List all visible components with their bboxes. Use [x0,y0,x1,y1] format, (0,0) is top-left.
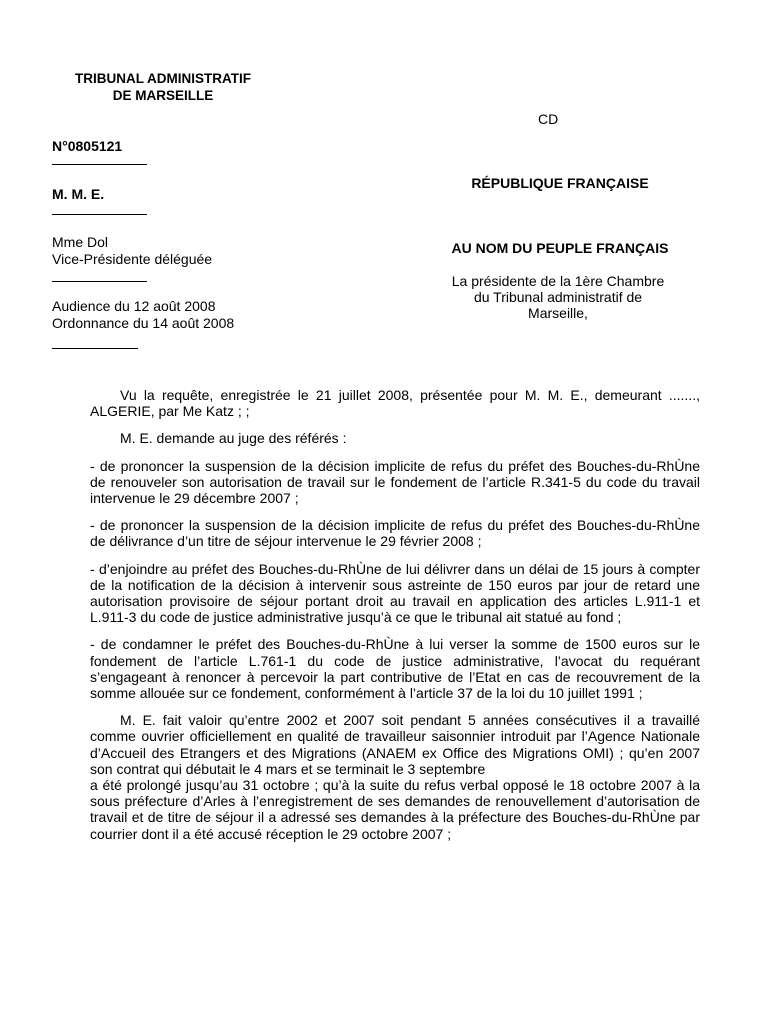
parties: M. M. E. [52,186,105,202]
dates-block [52,298,234,332]
divider-2 [52,214,147,215]
judge-name: Mme Dol [52,234,109,250]
hearing-date: Audience du 12 août 2008 [52,298,216,314]
judge-block [52,234,212,268]
order-date: Ordonnance du 14 août 2008 [52,315,235,331]
paragraph-suspension-travail: - de prononcer la suspension de la décision implicite de refus du préfet des Bouches-du-RhÙne de renouveler son autorisation de travail sur le fondement de l’article R.341-5 du code du travail intervenue le 29 décembre 2007 ; [90,457,700,507]
presidente-line2: du Tribunal administratif de [473,289,643,305]
paragraph-demande: M. E. demande au juge des référés : [120,430,347,447]
presidente-line3: Marseille, [528,305,588,321]
people-heading: AU NOM DU PEUPLE FRANÇAIS [451,240,669,256]
divider-1 [52,164,147,165]
paragraph-suspension-sejour: - de prononcer la suspension de la décision implicite de refus du préfet des Bouches-du-RhÙne de délivrance d’un titre de séjour intervenue le 29 février 2008 ; [90,517,700,550]
case-number: N°0805121 [52,138,123,154]
initials-code: CD [538,111,559,127]
presidente-block [408,273,708,321]
presidente-line1: La présidente de la 1ère Chambre [451,273,665,289]
republic-heading: RÉPUBLIQUE FRANÇAISE [471,175,649,191]
paragraph-vu: Vu la requête, enregistrée le 21 juillet 2008, présentée pour M. M. E., demeurant ......., ALGERIE, par Me Katz ; ; [90,387,700,420]
court-name [52,70,274,104]
divider-4 [52,348,138,349]
court-name-line2: DE MARSEILLE [112,88,214,103]
judge-role: Vice-Présidente déléguée [52,251,213,267]
paragraph-injonction: - d’enjoindre au préfet des Bouches-du-RhÙne de lui délivrer dans un délai de 15 jours à compter de la notification de la décision à intervenir sous astreinte de 150 euros par jour de retard une autorisation provisoire de séjour portant droit au travail en application des articles L.911-1 et L.911-3 du code de justice administrative jusqu’à ce que le tribunal ait statué au fond ; [90,560,700,626]
paragraph-prolongation: a été prolongé jusqu’au 31 octobre ; qu’à la suite du refus verbal opposé le 18 octobre 2007 à la sous préfecture d’Arles à l’enregistrement de ses demandes de renouvellement d’autorisation de travail et de titre de séjour il a adressé ses demandes à la préfecture des Bouches-du-RhÙne par courrier dont il a été accusé réception le 29 octobre 2007 ; [90,777,700,842]
paragraph-fait-valoir: M. E. fait valoir qu’entre 2002 et 2007 soit pendant 5 années consécutives il a travaillé comme ouvrier officiellement en qualité de travailleur saisonnier introduit par l’Agence Nationale d’Accueil des Etrangers et des Migrations (ANAEM ex Office des Migrations OMI) ; qu’en 2007 son contrat qui débutait le 4 mars et se terminait le 3 septembre [90,712,700,777]
divider-3 [52,281,147,282]
document-body [90,387,700,853]
court-name-line1: TRIBUNAL ADMINISTRATIF [75,71,251,86]
paragraph-condamnation: - de condamner le préfet des Bouches-du-RhÙne à lui verser la somme de 1500 euros sur le fondement de l’article L.761-1 du code de justice administrative, l’avocat du requérant s’engageant à renoncer à percevoir la part contributive de l’Etat en cas de recouvrement de la somme allouée sur ce fondement, conformément à l’article 37 de la loi du 10 juillet 1991 ; [90,636,700,702]
